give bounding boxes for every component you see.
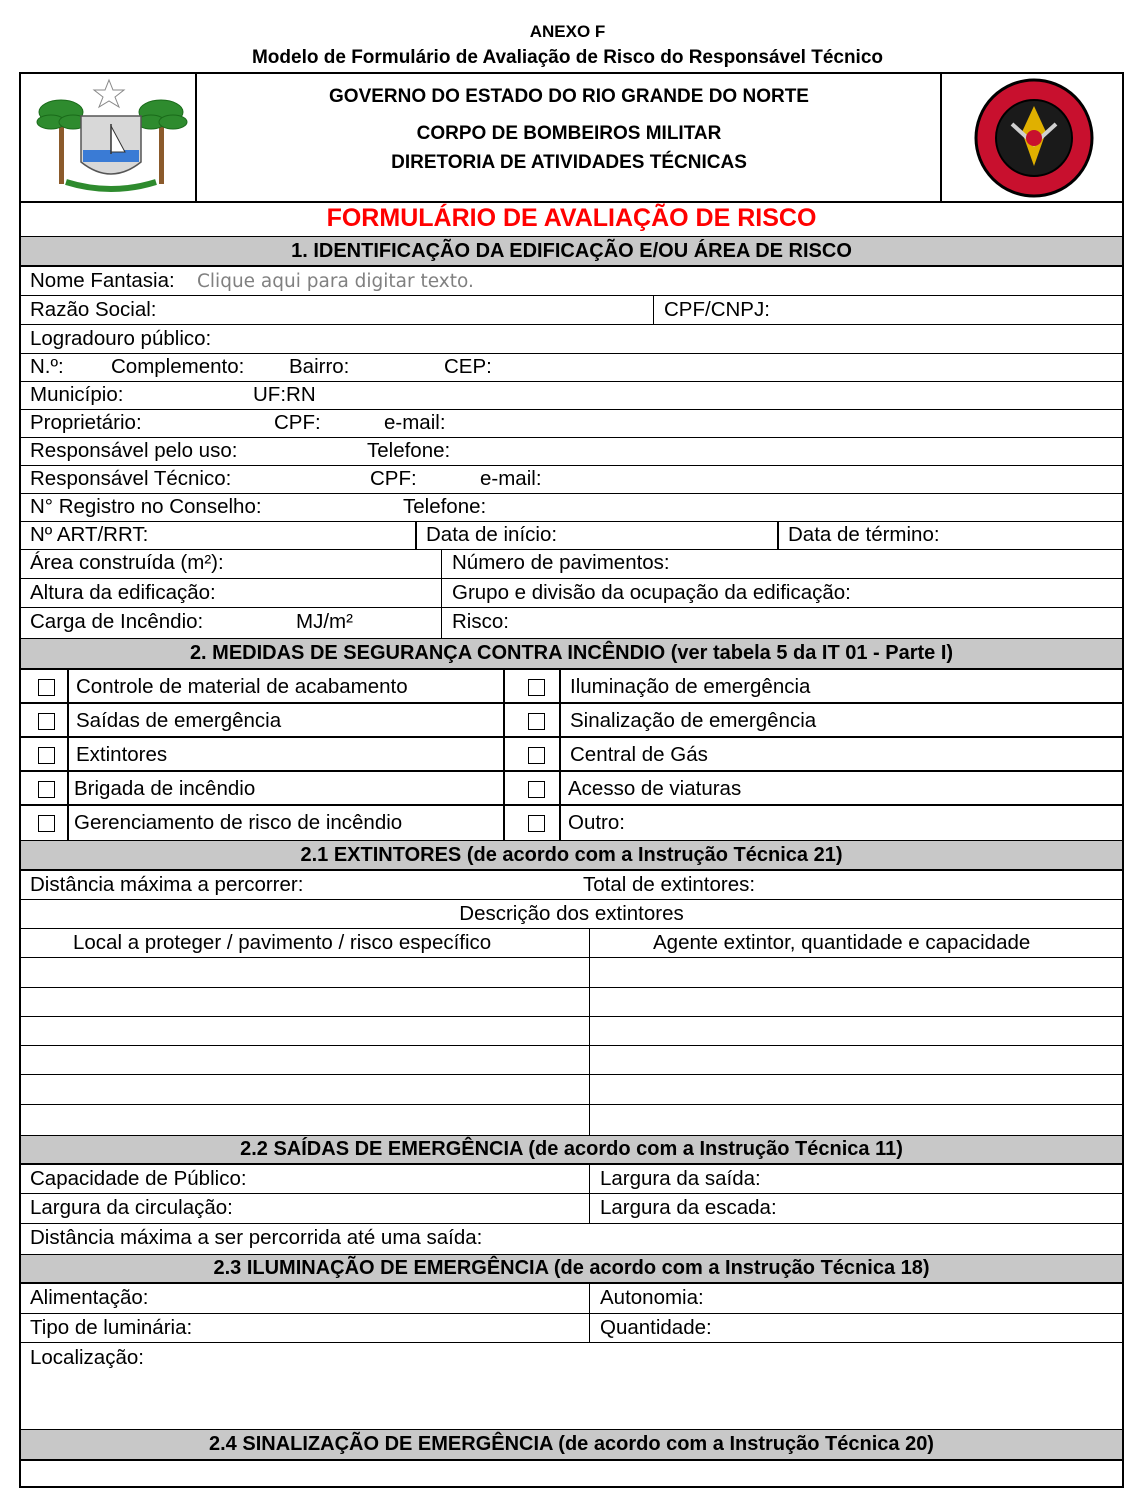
largura-circulacao-label[interactable]: Largura da circulação: — [30, 1196, 233, 1219]
total-extintores-label[interactable]: Total de extintores: — [583, 873, 756, 896]
divider — [589, 988, 590, 1016]
row-alimentacao — [21, 1284, 1122, 1314]
bairro-label[interactable]: Bairro: — [289, 355, 350, 378]
annex-label: ANEXO F — [529, 22, 606, 41]
logradouro-label[interactable]: Logradouro público: — [30, 327, 212, 350]
responsavel-uso-label[interactable]: Responsável pelo uso: — [30, 439, 238, 462]
row-logradouro — [21, 325, 1122, 354]
form-title: FORMULÁRIO DE AVALIAÇÃO DE RISCO — [326, 204, 817, 232]
proprietario-label[interactable]: Proprietário: — [30, 411, 142, 434]
divider — [589, 1314, 590, 1342]
section-2-heading: 2. MEDIDAS DE SEGURANÇA CONTRA INCÊNDIO (ver tabela 5 da IT 01 - Parte I) — [21, 638, 1122, 670]
checkbox[interactable] — [38, 815, 55, 832]
measure-row — [21, 738, 1122, 772]
measure-label: Brigada de incêndio — [74, 777, 256, 800]
nome-fantasia-label: Nome Fantasia: — [30, 269, 175, 292]
proprietario-email-label[interactable]: e-mail: — [384, 411, 446, 434]
uf-label: UF:RN — [253, 383, 316, 406]
divider — [441, 608, 442, 638]
checkbox[interactable] — [528, 747, 545, 764]
measure-label: Central de Gás — [570, 743, 708, 766]
risco-label[interactable]: Risco: — [452, 610, 509, 633]
divider — [415, 522, 417, 549]
quantidade-label[interactable]: Quantidade: — [600, 1316, 712, 1339]
header-directorate: DIRETORIA DE ATIVIDADES TÉCNICAS — [391, 152, 747, 173]
data-termino-label[interactable]: Data de término: — [788, 523, 940, 546]
fire-department-badge-logo — [940, 74, 1122, 201]
checkbox[interactable] — [528, 815, 545, 832]
row-municipio — [21, 382, 1122, 410]
checkbox[interactable] — [38, 781, 55, 798]
divider — [589, 958, 590, 987]
checkbox[interactable] — [38, 679, 55, 696]
divider — [503, 772, 505, 804]
row-responsavel-tecnico — [21, 466, 1122, 494]
header-titles — [197, 74, 941, 201]
complemento-label[interactable]: Complemento: — [111, 355, 245, 378]
divider — [589, 1105, 590, 1135]
divider — [589, 1284, 590, 1313]
table-row — [21, 1017, 1122, 1046]
responsavel-tecnico-cpf-label[interactable]: CPF: — [370, 467, 417, 490]
col-local-header: Local a proteger / pavimento / risco específico — [73, 931, 492, 954]
model-title: Modelo de Formulário de Avaliação de Risco do Responsável Técnico — [251, 47, 884, 68]
divider — [589, 1194, 590, 1223]
art-rrt-label[interactable]: Nº ART/RRT: — [30, 523, 149, 546]
alimentacao-label[interactable]: Alimentação: — [30, 1286, 149, 1309]
measure-label: Controle de material de acabamento — [76, 675, 408, 698]
measure-row — [21, 806, 1122, 840]
divider — [441, 550, 442, 578]
form-container — [19, 72, 1124, 1488]
autonomia-label[interactable]: Autonomia: — [600, 1286, 704, 1309]
proprietario-cpf-label[interactable]: CPF: — [274, 411, 321, 434]
divider — [589, 1075, 590, 1104]
divider — [67, 772, 69, 804]
row-registro — [21, 494, 1122, 522]
row-tipo-luminaria — [21, 1314, 1122, 1343]
area-construida-label[interactable]: Área construída (m²): — [30, 551, 224, 574]
responsavel-uso-telefone-label[interactable]: Telefone: — [367, 439, 451, 462]
form-header — [21, 74, 1122, 203]
row-distancia — [21, 871, 1122, 900]
checkbox[interactable] — [528, 713, 545, 730]
state-coat-of-arms-logo — [21, 74, 197, 201]
row-responsavel-uso — [21, 438, 1122, 466]
divider — [503, 806, 505, 840]
municipio-label[interactable]: Município: — [30, 383, 124, 406]
divider — [67, 806, 69, 840]
row-largura — [21, 1194, 1122, 1224]
divider — [503, 670, 505, 702]
measure-label: Saídas de emergência — [76, 709, 282, 732]
distancia-saida-label[interactable]: Distância máxima a ser percorrida até uma saída: — [30, 1226, 483, 1249]
section-2-2-heading: 2.2 SAÍDAS DE EMERGÊNCIA (de acordo com a Instrução Técnica 11) — [21, 1135, 1122, 1165]
nome-fantasia-input[interactable]: Clique aqui para digitar texto. — [197, 271, 474, 292]
divider — [441, 579, 442, 607]
registro-telefone-label[interactable]: Telefone: — [403, 495, 487, 518]
section-2-1-heading: 2.1 EXTINTORES (de acordo com a Instrução Técnica 21) — [21, 840, 1122, 871]
table-row — [21, 988, 1122, 1017]
numero-pavimentos-label[interactable]: Número de pavimentos: — [452, 551, 670, 574]
checkbox[interactable] — [528, 781, 545, 798]
divider — [589, 1046, 590, 1074]
row-art — [21, 522, 1122, 550]
checkbox[interactable] — [38, 747, 55, 764]
descricao-extintores-label: Descrição dos extintores — [459, 902, 684, 925]
altura-label[interactable]: Altura da edificação: — [30, 581, 216, 604]
carga-unidade: MJ/m² — [296, 610, 353, 633]
row-endereco — [21, 354, 1122, 382]
divider — [589, 1165, 590, 1193]
section-1-heading: 1. IDENTIFICAÇÃO DA EDIFICAÇÃO E/OU ÁREA DE RISCO — [21, 236, 1122, 267]
row-proprietario — [21, 410, 1122, 438]
capacidade-publico-label[interactable]: Capacidade de Público: — [30, 1167, 247, 1190]
measure-label: Extintores — [76, 743, 168, 766]
tipo-luminaria-label[interactable]: Tipo de luminária: — [30, 1316, 193, 1339]
row-razao-social — [21, 296, 1122, 325]
table-row — [21, 1075, 1122, 1105]
divider — [777, 522, 779, 549]
row-sinalizacao-empty[interactable] — [21, 1461, 1122, 1486]
measure-label: Sinalização de emergência — [570, 709, 817, 732]
measure-row — [21, 704, 1122, 738]
extintores-table-header — [21, 929, 1122, 958]
col-agente-header: Agente extintor, quantidade e capacidade — [653, 931, 1031, 954]
measure-row — [21, 670, 1122, 704]
divider — [559, 670, 561, 702]
divider — [589, 929, 590, 957]
divider — [559, 806, 561, 840]
divider — [653, 296, 654, 324]
distancia-maxima-label[interactable]: Distância máxima a percorrer: — [30, 873, 304, 896]
responsavel-tecnico-label[interactable]: Responsável Técnico: — [30, 467, 232, 490]
row-localizacao — [21, 1343, 1122, 1429]
divider — [503, 738, 505, 770]
header-fire-department: CORPO DE BOMBEIROS MILITAR — [416, 123, 722, 144]
largura-escada-label[interactable]: Largura da escada: — [600, 1196, 777, 1219]
registro-conselho-label[interactable]: N° Registro no Conselho: — [30, 495, 262, 518]
numero-label[interactable]: N.º: — [30, 355, 64, 378]
measure-label: Iluminação de emergência — [570, 675, 811, 698]
row-capacidade — [21, 1165, 1122, 1194]
data-inicio-label[interactable]: Data de início: — [426, 523, 558, 546]
checkbox[interactable] — [528, 679, 545, 696]
razao-social-label[interactable]: Razão Social: — [30, 298, 157, 321]
largura-saida-label[interactable]: Largura da saída: — [600, 1167, 761, 1190]
grupo-divisao-label[interactable]: Grupo e divisão da ocupação da edificação: — [452, 581, 851, 604]
divider — [559, 772, 561, 804]
section-2-4-heading: 2.4 SINALIZAÇÃO DE EMERGÊNCIA (de acordo com a Instrução Técnica 20) — [21, 1429, 1122, 1461]
cep-label[interactable]: CEP: — [444, 355, 492, 378]
table-row — [21, 1105, 1122, 1135]
divider — [559, 704, 561, 736]
divider — [67, 704, 69, 736]
localizacao-label[interactable]: Localização: — [30, 1346, 144, 1369]
row-area — [21, 550, 1122, 579]
responsavel-tecnico-email-label[interactable]: e-mail: — [480, 467, 542, 490]
divider — [67, 670, 69, 702]
divider — [67, 738, 69, 770]
header-government: GOVERNO DO ESTADO DO RIO GRANDE DO NORTE — [329, 86, 809, 107]
row-descricao — [21, 900, 1122, 929]
divider — [589, 1017, 590, 1045]
row-nome-fantasia — [21, 267, 1122, 296]
checkbox[interactable] — [38, 713, 55, 730]
table-row — [21, 1046, 1122, 1075]
cpf-cnpj-label[interactable]: CPF/CNPJ: — [664, 298, 770, 321]
measure-label: Outro: — [568, 811, 625, 834]
row-altura — [21, 579, 1122, 608]
measure-row — [21, 772, 1122, 806]
divider — [503, 704, 505, 736]
table-row — [21, 958, 1122, 988]
divider — [559, 738, 561, 770]
carga-incendio-label[interactable]: Carga de Incêndio: — [30, 610, 204, 633]
measure-label: Gerenciamento de risco de incêndio — [74, 811, 403, 834]
section-2-3-heading: 2.3 ILUMINAÇÃO DE EMERGÊNCIA (de acordo com a Instrução Técnica 18) — [21, 1254, 1122, 1284]
row-distancia-saida — [21, 1224, 1122, 1254]
row-carga — [21, 608, 1122, 638]
measure-label: Acesso de viaturas — [568, 777, 742, 800]
